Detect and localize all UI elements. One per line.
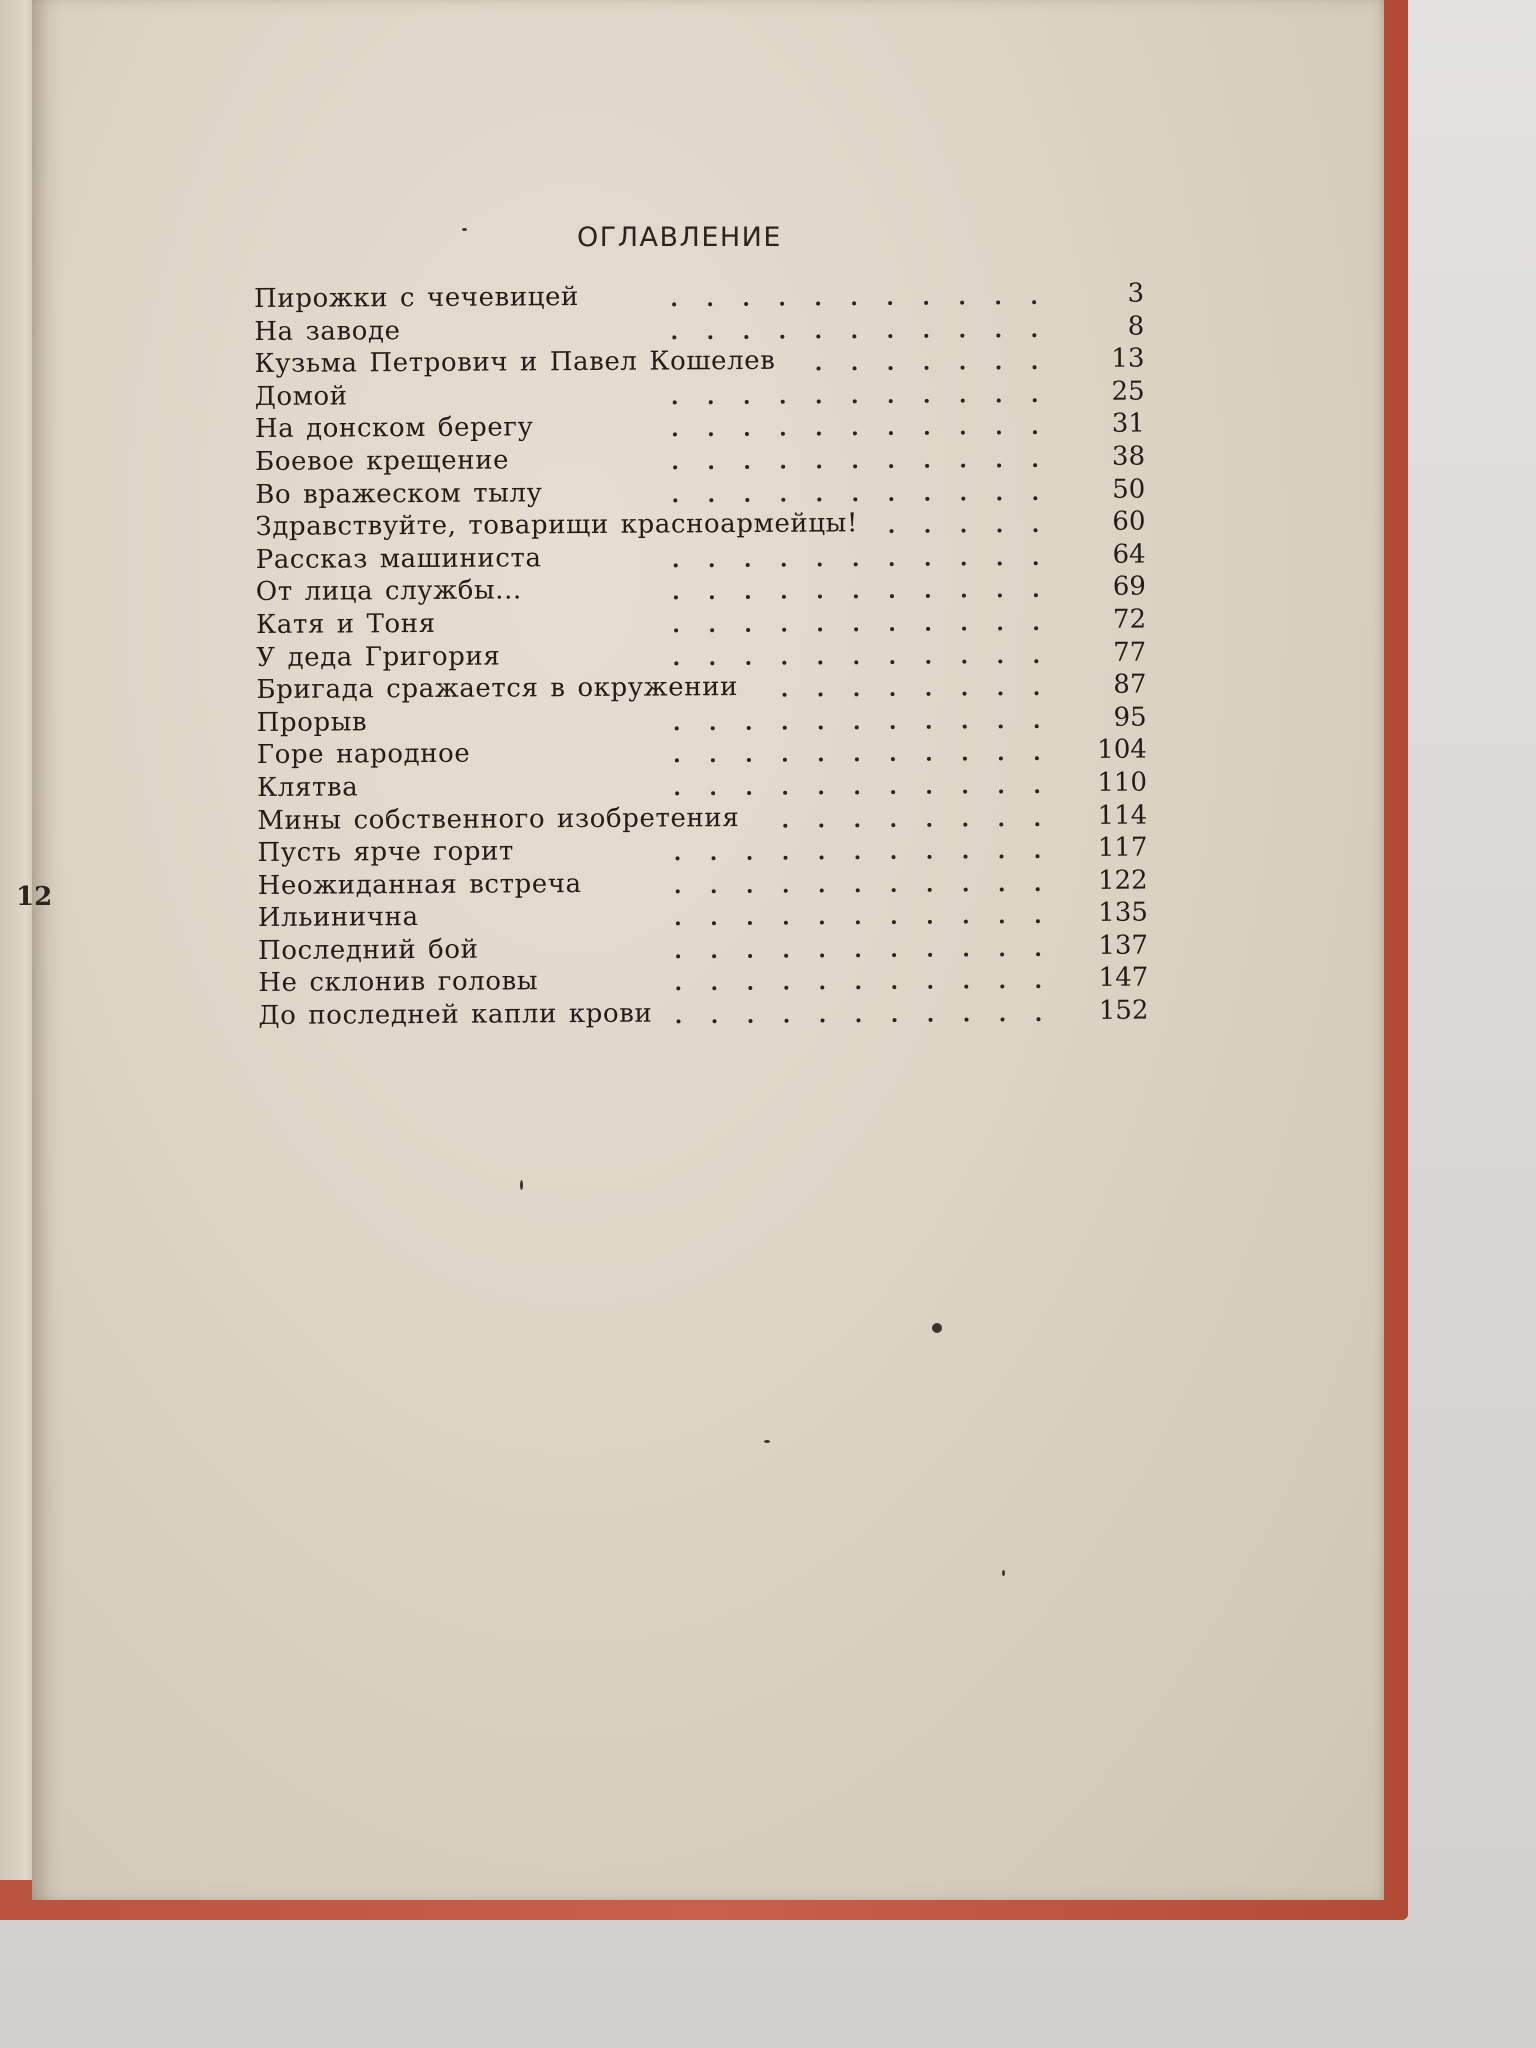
toc-page-number: 117 xyxy=(1097,832,1148,863)
toc-entry-title: Не склонив головы xyxy=(258,966,539,999)
toc-page-number: 137 xyxy=(1098,930,1149,961)
toc-page-number: 3 xyxy=(1127,278,1145,309)
toc-page-number: 147 xyxy=(1098,963,1149,994)
toc-entry xyxy=(254,343,1144,381)
toc-entry xyxy=(255,473,1145,511)
toc-entry-title: Горе народное xyxy=(256,738,471,771)
toc-entry xyxy=(257,701,1147,739)
toc-page-number: 114 xyxy=(1097,800,1148,831)
toc-entry xyxy=(256,669,1146,707)
dot-leader xyxy=(257,702,1047,739)
toc-page-number: 8 xyxy=(1127,311,1145,342)
toc-entry-title: Кузьма Петрович и Павел Кошелев xyxy=(254,346,776,380)
toc-list xyxy=(254,278,1149,1033)
toc-page-number: 152 xyxy=(1098,995,1149,1026)
toc-entry-title: Неожиданная встреча xyxy=(257,868,582,901)
toc-page-number: 110 xyxy=(1097,767,1148,798)
toc-entry xyxy=(257,766,1147,804)
toc-entry xyxy=(254,278,1144,316)
toc-entry-title: У деда Григория xyxy=(256,641,501,673)
toc-entry xyxy=(257,799,1147,837)
toc-page-number: 95 xyxy=(1113,702,1147,733)
toc-entry-title: На донском берегу xyxy=(254,412,534,445)
toc-entry-title: От лица службы... xyxy=(255,575,522,608)
toc-entry xyxy=(255,441,1145,479)
toc-entry xyxy=(255,375,1145,413)
toc-entry-title: На заводе xyxy=(254,315,401,347)
toc-entry xyxy=(254,310,1144,348)
toc-entry-title: Рассказ машиниста xyxy=(255,542,542,575)
book-page xyxy=(32,0,1384,1900)
toc-entry xyxy=(258,897,1148,935)
toc-page-number: 64 xyxy=(1112,539,1146,570)
toc-entry xyxy=(256,538,1146,576)
toc-page-number: 31 xyxy=(1111,408,1145,440)
toc-page-number: 122 xyxy=(1097,865,1148,896)
toc-title: ОГЛАВЛЕНИЕ xyxy=(577,222,782,253)
toc-page-number: 135 xyxy=(1098,897,1148,929)
toc-page-number: 87 xyxy=(1113,669,1147,700)
toc-page-number: 72 xyxy=(1112,604,1147,635)
toc-page-number: 77 xyxy=(1113,637,1147,668)
toc-entry-title: До последней капли крови xyxy=(258,998,653,1032)
toc-entry-title: Мины собственного изобретения xyxy=(257,802,740,836)
toc-entry xyxy=(256,571,1146,609)
toc-entry-title: Клятва xyxy=(256,772,359,803)
toc-entry-title: Здравствуйте, товарищи красноармейцы! xyxy=(255,508,859,543)
toc-page-number: 104 xyxy=(1097,734,1147,766)
toc-page-number: 38 xyxy=(1111,441,1146,472)
toc-entry xyxy=(258,962,1148,1000)
toc-page-number: 13 xyxy=(1111,343,1145,374)
toc-entry xyxy=(258,995,1148,1033)
toc-entry-title: Катя и Тоня xyxy=(255,608,436,640)
toc-entry xyxy=(255,408,1145,446)
toc-entry-title: Пусть ярче горит xyxy=(257,836,515,869)
toc-entry-title: Бригада сражается в окружении xyxy=(256,672,739,706)
paper-speck xyxy=(1002,1570,1005,1576)
toc-entry xyxy=(256,636,1146,674)
toc-entry xyxy=(257,832,1147,870)
paper-speck xyxy=(764,1440,770,1443)
toc-entry xyxy=(255,506,1145,544)
dot-leader xyxy=(255,376,1045,413)
toc-entry-title: Пирожки с чечевицей xyxy=(254,282,580,314)
toc-page-number: 69 xyxy=(1112,571,1146,603)
toc-entry xyxy=(257,734,1147,772)
toc-entry-title: Последний бой xyxy=(257,934,479,966)
toc-entry xyxy=(258,864,1148,902)
paper-speck xyxy=(520,1180,523,1190)
toc-entry xyxy=(258,929,1148,967)
toc-page-number: 60 xyxy=(1112,506,1146,537)
toc-entry-title: Ильинична xyxy=(257,902,419,934)
paper-speck xyxy=(462,228,467,231)
paper-speck xyxy=(932,1323,942,1333)
toc-entry-title: Во вражеском тылу xyxy=(255,477,543,510)
facing-page-number: 12 xyxy=(16,882,53,912)
toc-entry-title: Боевое крещение xyxy=(255,445,510,477)
dot-leader xyxy=(257,767,1047,804)
toc-page-number: 50 xyxy=(1112,474,1146,505)
toc-entry xyxy=(256,603,1146,641)
toc-entry-title: Прорыв xyxy=(256,707,368,738)
toc-entry-title: Домой xyxy=(254,381,348,412)
toc-page-number: 25 xyxy=(1111,376,1145,407)
